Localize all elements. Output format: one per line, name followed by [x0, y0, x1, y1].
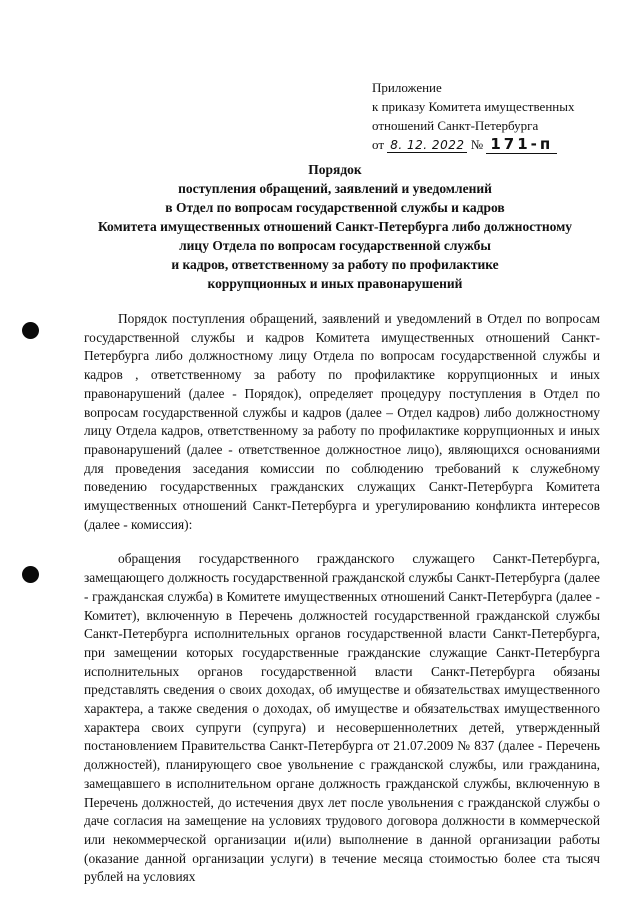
- title-line: и кадров, ответственному за работу по профилактике: [171, 257, 499, 272]
- punch-hole: [22, 322, 39, 339]
- title-line: в Отдел по вопросам государственной службы и кадров: [165, 200, 505, 215]
- appendix-header: [372, 78, 622, 155]
- date-prefix: от: [372, 137, 385, 152]
- body-paragraph: Порядок поступления обращений, заявлений и уведомлений в Отдел по вопросам государственной службы и кадров Комитета имущественных отношений Санкт-Петербурга либо должностному лицу Отдела по вопросам государственной службы и кадров , ответственному за работу по профилактике коррупционных и иных правонарушений (далее - Порядок), определяет процедуру поступления в Отдел по вопросам государственной службы и кадров (далее – Отдел кадров) либо должностному лицу Отдела кадров, ответственному за работу по профилактике коррупционных и иных правонарушений (далее - ответственное должностное лицо), являющихся основаниями для проведения заседания комиссии по соблюдению требований к служебному поведению государственных гражданских служащих Санкт-Петербурга Комитета имущественных отношений Санкт-Петербурга и урегулированию конфликта интересов (далее - комиссия):: [84, 311, 600, 532]
- punch-hole: [22, 566, 39, 583]
- appendix-label: Приложение: [372, 80, 442, 95]
- title-line: Комитета имущественных отношений Санкт-Петербурга либо должностному: [97, 219, 573, 234]
- title-line: Порядок: [308, 162, 362, 177]
- appendix-date-row: [372, 135, 622, 155]
- appendix-committee: отношений Санкт-Петербурга: [372, 118, 539, 133]
- handwritten-date: 8. 12. 2022: [387, 138, 467, 153]
- title-line: поступления обращений, заявлений и уведомлений: [178, 181, 492, 196]
- document-title: [70, 160, 600, 293]
- order-number: 171-п: [486, 135, 557, 154]
- appendix-order-ref: к приказу Комитета имущественных: [372, 99, 575, 114]
- document-body: [84, 310, 600, 887]
- body-paragraph: обращения государственного гражданского служащего Санкт-Петербурга, замещающего должность государственной гражданской службы Санкт-Петербурга (далее - гражданская служба) в Комитете имущественных отношений Санкт-Петербурга (далее - Комитет), включенную в Перечень должностей государственной гражданской службы Санкт-Петербурга исполнительных органов государственной власти Санкт-Петербурга, при замещении которых государственные гражданские служащие Санкт-Петербурга исполнительных органов государственной власти Санкт-Петербурга обязаны представлять сведения о своих доходах, об имуществе и обязательствах имущественного характера, а также сведения о доходах, об имуществе и обязательствах имущественного характера своих супруги (супруга) и несовершеннолетних детей, утвержденный постановлением Правительства Санкт-Петербурга от 21.07.2009 № 837 (далее - Перечень должностей), планирующего свое увольнение с гражданской службы, или гражданина, замещавшего в исполнительном органе должность гражданской службы, включенную в Перечень должностей, до истечения двух лет после увольнения с гражданской службы о даче согласия на замещение на условиях трудового договора должности в коммерческой или некоммерческой организации и(или) выполнение в данной организации работы (оказание данной организации услуги) в течение месяца стоимостью более ста тысяч рублей на условиях: [84, 551, 600, 885]
- title-line: коррупционных и иных правонарушений: [207, 276, 463, 291]
- number-sign: №: [470, 137, 484, 152]
- title-line: лицу Отдела по вопросам государственной службы: [179, 238, 491, 253]
